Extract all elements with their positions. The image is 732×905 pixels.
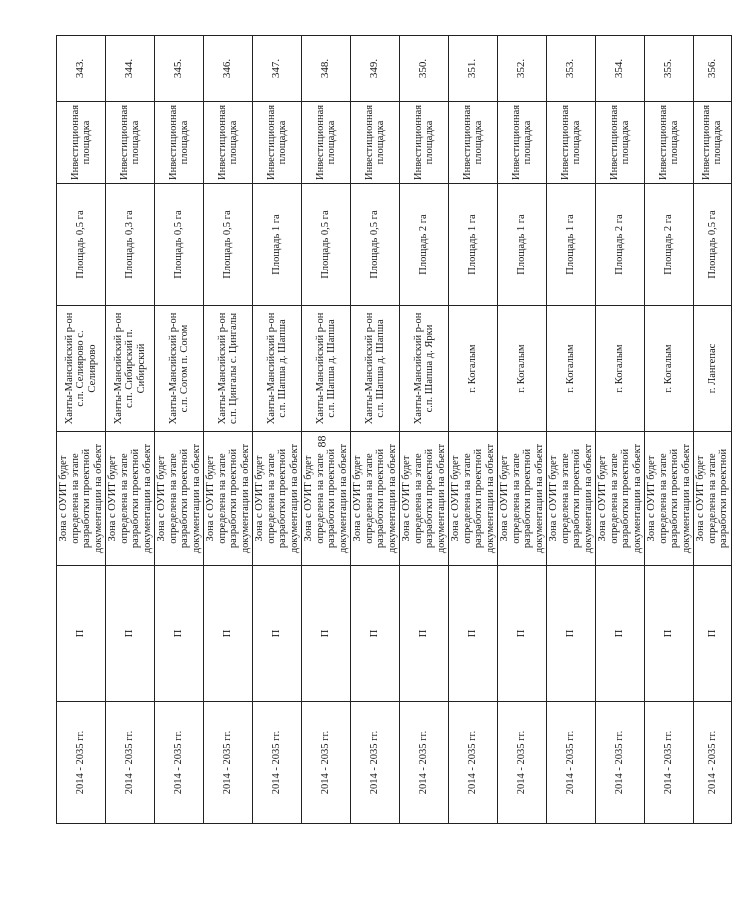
location-cell: г. Когалым <box>547 306 596 432</box>
row-number: 343. <box>57 36 106 102</box>
status-code-cell: П <box>449 566 498 702</box>
location-cell: г. Когалым <box>449 306 498 432</box>
zone-cell: Зона с ОУИТ будет определена на этапе разработки проектной документации на объект <box>302 432 351 566</box>
row-number: 344. <box>106 36 155 102</box>
row-number: 356. <box>694 36 732 102</box>
site-type-cell: Инвестиционная площадка <box>596 102 645 184</box>
zone-cell: Зона с ОУИТ будет определена на этапе разработки проектной документации на объект <box>57 432 106 566</box>
site-type-cell: Инвестиционная площадка <box>547 102 596 184</box>
location-cell: Ханты-Мансийский р-он с.п. Согом п. Согом <box>155 306 204 432</box>
site-type-cell: Инвестиционная площадка <box>253 102 302 184</box>
zone-cell: Зона с ОУИТ будет определена на этапе разработки проектной документации на объект <box>400 432 449 566</box>
table-row <box>204 36 253 824</box>
location-cell: Ханты-Мансийский р-он с.п. Сибирский п. Сибирский <box>106 306 155 432</box>
investment-sites-table <box>56 35 732 824</box>
site-type-cell: Инвестиционная площадка <box>400 102 449 184</box>
table-row <box>302 36 351 824</box>
period-cell: 2014 - 2035 гг. <box>498 702 547 824</box>
period-cell: 2014 - 2035 гг. <box>57 702 106 824</box>
location-cell: Ханты-Мансийский р-он с.п. Шапша д. Шапша <box>253 306 302 432</box>
page-number: 88 <box>314 435 329 448</box>
table-row <box>694 36 732 824</box>
status-code-cell: П <box>155 566 204 702</box>
status-code-cell: П <box>57 566 106 702</box>
period-cell: 2014 - 2035 гг. <box>449 702 498 824</box>
zone-cell: Зона с ОУИТ будет определена на этапе разработки проектной документации на объект <box>596 432 645 566</box>
zone-cell: Зона с ОУИТ будет определена на этапе разработки проектной документации на объект <box>645 432 694 566</box>
location-cell: г. Лангепас <box>694 306 732 432</box>
period-cell: 2014 - 2035 гг. <box>400 702 449 824</box>
zone-cell: Зона с ОУИТ будет определена на этапе разработки проектной документации на объект <box>204 432 253 566</box>
status-code-cell: П <box>498 566 547 702</box>
period-cell: 2014 - 2035 гг. <box>351 702 400 824</box>
zone-cell: Зона с ОУИТ будет определена на этапе разработки проектной документации на объект <box>253 432 302 566</box>
period-cell: 2014 - 2035 гг. <box>645 702 694 824</box>
table-row <box>57 36 106 824</box>
zone-cell: Зона с ОУИТ будет определена на этапе разработки проектной документации на объект <box>106 432 155 566</box>
row-number: 346. <box>204 36 253 102</box>
area-cell: Площадь 2 га <box>645 184 694 306</box>
row-number: 347. <box>253 36 302 102</box>
zone-cell: Зона с ОУИТ будет определена на этапе разработки проектной документации на объект <box>449 432 498 566</box>
site-type-cell: Инвестиционная площадка <box>302 102 351 184</box>
row-number: 350. <box>400 36 449 102</box>
table-row <box>106 36 155 824</box>
period-cell: 2014 - 2035 гг. <box>106 702 155 824</box>
status-code-cell: П <box>596 566 645 702</box>
area-cell: Площадь 2 га <box>596 184 645 306</box>
location-cell: г. Когалым <box>498 306 547 432</box>
location-cell: Ханты-Мансийский р-он с.п. Селиярово с. Селиярово <box>57 306 106 432</box>
status-code-cell: П <box>253 566 302 702</box>
row-number: 349. <box>351 36 400 102</box>
zone-cell: Зона с ОУИТ будет определена на этапе разработки проектной документации на объект <box>547 432 596 566</box>
location-cell: Ханты-Мансийский р-он с.п. Шапша д. Шапша <box>351 306 400 432</box>
status-code-cell: П <box>645 566 694 702</box>
status-code-cell: П <box>302 566 351 702</box>
site-type-cell: Инвестиционная площадка <box>351 102 400 184</box>
row-number: 353. <box>547 36 596 102</box>
table-row <box>596 36 645 824</box>
area-cell: Площадь 0,5 га <box>204 184 253 306</box>
location-cell: г. Когалым <box>645 306 694 432</box>
location-cell: Ханты-Мансийский р-он с.п. Цингалы с. Цингалы <box>204 306 253 432</box>
area-cell: Площадь 0,3 га <box>106 184 155 306</box>
status-code-cell: П <box>694 566 732 702</box>
site-type-cell: Инвестиционная площадка <box>498 102 547 184</box>
table-row <box>253 36 302 824</box>
zone-cell: Зона с ОУИТ будет определена на этапе разработки проектной документации на объект <box>498 432 547 566</box>
site-type-cell: Инвестиционная площадка <box>645 102 694 184</box>
area-cell: Площадь 2 га <box>400 184 449 306</box>
site-type-cell: Инвестиционная площадка <box>449 102 498 184</box>
status-code-cell: П <box>547 566 596 702</box>
area-cell: Площадь 0,5 га <box>302 184 351 306</box>
table-row <box>547 36 596 824</box>
period-cell: 2014 - 2035 гг. <box>694 702 732 824</box>
location-cell: г. Когалым <box>596 306 645 432</box>
table-row <box>400 36 449 824</box>
zone-cell: Зона с ОУИТ будет определена на этапе разработки проектной документации на объект <box>155 432 204 566</box>
row-number: 354. <box>596 36 645 102</box>
area-cell: Площадь 1 га <box>498 184 547 306</box>
area-cell: Площадь 1 га <box>547 184 596 306</box>
status-code-cell: П <box>400 566 449 702</box>
period-cell: 2014 - 2035 гг. <box>155 702 204 824</box>
period-cell: 2014 - 2035 гг. <box>253 702 302 824</box>
row-number: 352. <box>498 36 547 102</box>
site-type-cell: Инвестиционная площадка <box>694 102 732 184</box>
location-cell: Ханты-Мансийский р-он с.п. Шапша д. Шапша <box>302 306 351 432</box>
table-row <box>449 36 498 824</box>
row-number: 351. <box>449 36 498 102</box>
location-cell: Ханты-Мансийский р-он с.п. Шапша д. Ярки <box>400 306 449 432</box>
period-cell: 2014 - 2035 гг. <box>302 702 351 824</box>
row-number: 348. <box>302 36 351 102</box>
document-table <box>56 36 729 824</box>
zone-cell: Зона с ОУИТ будет определена на этапе разработки проектной <box>694 432 732 566</box>
site-type-cell: Инвестиционная площадка <box>106 102 155 184</box>
area-cell: Площадь 0,5 га <box>155 184 204 306</box>
status-code-cell: П <box>351 566 400 702</box>
site-type-cell: Инвестиционная площадка <box>204 102 253 184</box>
area-cell: Площадь 1 га <box>253 184 302 306</box>
row-number: 355. <box>645 36 694 102</box>
period-cell: 2014 - 2035 гг. <box>547 702 596 824</box>
table-row <box>351 36 400 824</box>
period-cell: 2014 - 2035 гг. <box>204 702 253 824</box>
row-number: 345. <box>155 36 204 102</box>
area-cell: Площадь 0,5 га <box>351 184 400 306</box>
period-cell: 2014 - 2035 гг. <box>596 702 645 824</box>
table-row <box>498 36 547 824</box>
site-type-cell: Инвестиционная площадка <box>57 102 106 184</box>
status-code-cell: П <box>204 566 253 702</box>
table-row <box>645 36 694 824</box>
area-cell: Площадь 0,5 га <box>694 184 732 306</box>
area-cell: Площадь 1 га <box>449 184 498 306</box>
table-row <box>155 36 204 824</box>
area-cell: Площадь 0,5 га <box>57 184 106 306</box>
status-code-cell: П <box>106 566 155 702</box>
zone-cell: Зона с ОУИТ будет определена на этапе разработки проектной документации на объект <box>351 432 400 566</box>
site-type-cell: Инвестиционная площадка <box>155 102 204 184</box>
